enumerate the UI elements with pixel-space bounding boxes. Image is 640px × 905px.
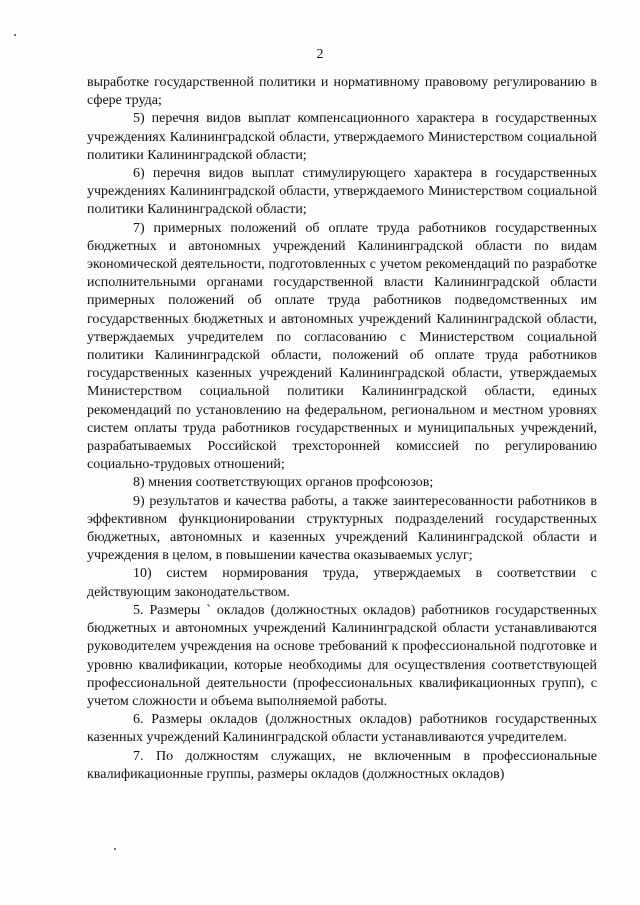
document-body — [87, 74, 597, 784]
paragraph-clause-5: 5. Размеры ` окладов (должностных окладов) работников государственных бюджетных и автономных учреждений Калининградской области устанавливаются руководителем учреждения на основе требований к профессиональной подготовке и уровню квалификации, которые необходимы для осуществления соответствующей профессиональной деятельности (профессиональных квалификационных групп), с учетом сложности и объема выполняемой работы. — [87, 602, 597, 709]
paragraph-item-6: 6) перечня видов выплат стимулирующего характера в государственных учреждениях Калининградской области, утверждаемого Министерством социальной политики Калининградской области; — [87, 166, 597, 218]
paragraph-item-10: 10) систем нормирования труда, утверждаемых в соответствии с действующим законодательством. — [87, 566, 597, 600]
paragraph-item-7: 7) примерных положений об оплате труда работников государственных бюджетных и автономных учреждений Калининградской области по видам экономической деятельности, подготовленных с учетом рекомендаций по разработке исполнительными органами государственной власти Калининградской области примерных положений об оплате труда работников подведомственных им государственных бюджетных и автономных учреждений Калининградской области, утверждаемых учредителем по согласованию с Министерством социальной политики Калининградской области, положений об оплате труда работников государственных казенных учреждений Калининградской области, утверждаемых Министерством социальной политики Калининградской области, единых рекомендаций по установлению на федеральном, региональном и местном уровнях систем оплаты труда работников государственных и муниципальных учреждений, разрабатываемых Российской трехсторонней комиссией по регулированию социально-трудовых отношений; — [87, 220, 597, 473]
page-number: 2 — [316, 47, 324, 62]
paragraph-item-9: 9) результатов и качества работы, а также заинтересованности работников в эффективном функционировании структурных подразделений государственных бюджетных, автономных и казенных учреждений Калининградской области и учреждения в целом, в повышении качества оказываемых услуг; — [87, 493, 597, 564]
paragraph-continuation: выработке государственной политики и нормативному правовому регулированию в сфере труда; — [87, 75, 597, 109]
paragraph-item-8: 8) мнения соответствующих органов профсоюзов; — [133, 475, 434, 491]
paragraph-clause-7: 7. По должностям служащих, не включенным в профессиональные квалификационные группы, размеры окладов (должностных окладов) — [87, 748, 597, 782]
paragraph-item-5: 5) перечня видов выплат компенсационного характера в государственных учреждениях Калининградской области, утверждаемого Министерством социальной политики Калининградской области; — [87, 111, 597, 163]
paragraph-clause-6: 6. Размеры окладов (должностных окладов) работников государственных казенных учреждений Калининградской области устанавливаются учредителем. — [87, 712, 597, 746]
scan-artifact-dot — [114, 848, 116, 850]
scan-artifact-dot — [14, 34, 16, 36]
